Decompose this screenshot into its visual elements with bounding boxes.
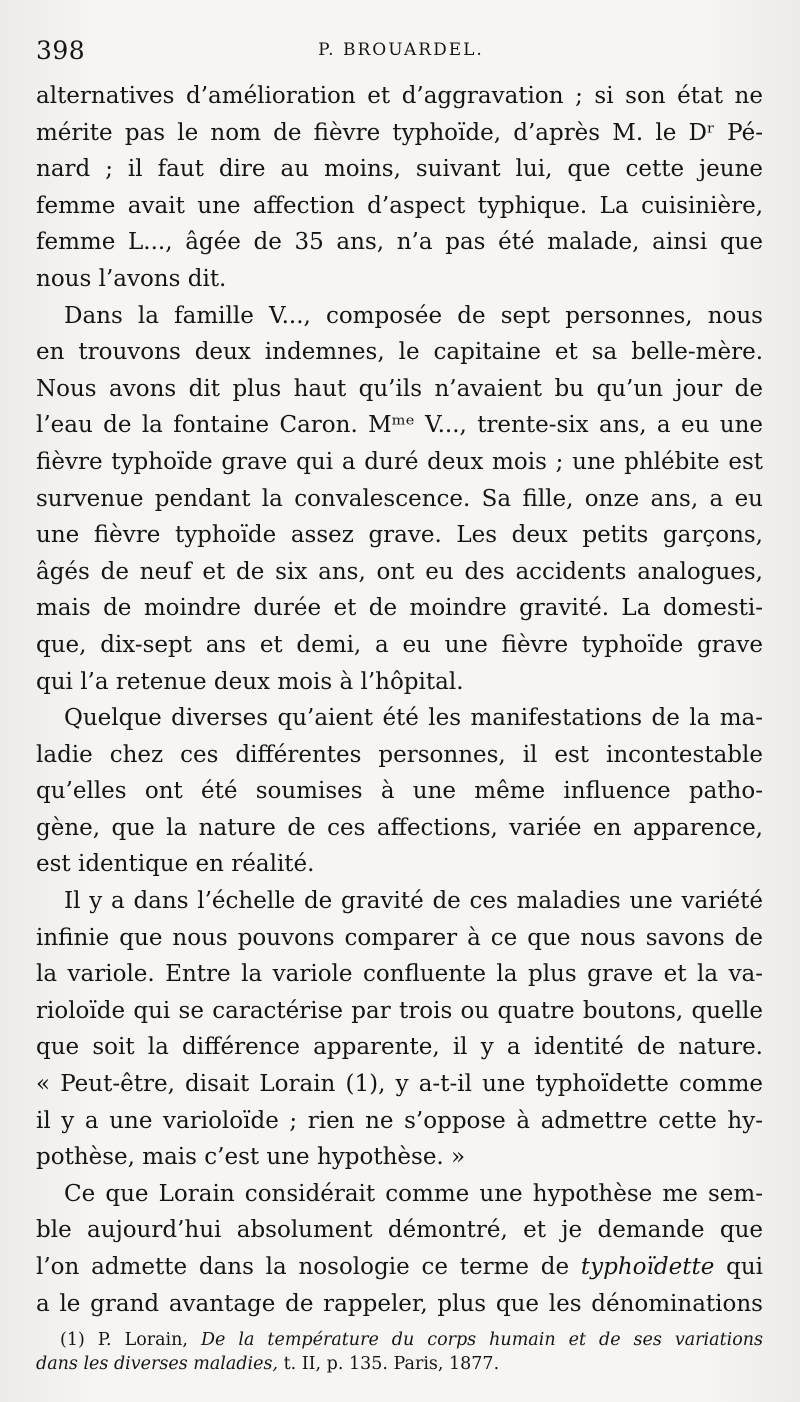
text-line-content: que, dix-sept ans et demi, a eu une fièvre typhoïde grave [36, 631, 763, 658]
text-line [36, 261, 763, 298]
text-line-content: mérite pas le nom de fièvre typhoïde, d’après M. le Dʳ Pé- [36, 119, 763, 146]
text-line-content: gène, que la nature de ces affections, variée en apparence, [36, 814, 763, 841]
text-line [36, 956, 763, 993]
text-line [36, 554, 763, 591]
text-line [36, 1286, 763, 1323]
text-line-content: ladie chez ces différentes personnes, il est incontestable [36, 741, 763, 768]
text-line [36, 700, 763, 737]
text-line-content: âgés de neuf et de six ans, ont eu des accidents analogues, [36, 558, 763, 585]
text-line [36, 737, 763, 774]
footnote-line-2 [36, 1352, 763, 1376]
text-line [36, 810, 763, 847]
footnote-title-1: De la température du corps humain et de ses variations [201, 1330, 763, 1350]
text-line-content: a le grand avantage de rappeler, plus que les dénominations [36, 1290, 763, 1317]
text-line [36, 773, 763, 810]
text-line-content: est identique en réalité. [36, 851, 315, 878]
text-line [36, 334, 763, 371]
page-number: 398 [36, 36, 86, 65]
text-line-content: rioloïde qui se caractérise par trois ou quatre boutons, quelle [36, 997, 763, 1024]
text-line-content: en trouvons deux indemnes, le capitaine et sa belle-mère. [36, 339, 763, 366]
text-line [36, 883, 763, 920]
text-line [36, 115, 763, 152]
text-line-content: mais de moindre durée et de moindre gravité. La domesti- [36, 595, 763, 622]
italic-term: typhoïdette [580, 1254, 715, 1280]
footnote-author: P. Lorain, [97, 1330, 188, 1350]
text-line [36, 517, 763, 554]
text-line-content: pothèse, mais c’est une hypothèse. » [36, 1144, 466, 1171]
footnote-rest: t. II, p. 135. Paris, 1877. [283, 1354, 500, 1374]
text-line [36, 920, 763, 957]
text-line-content: une fièvre typhoïde assez grave. Les deux petits garçons, [36, 522, 763, 549]
text-line-content: qu’elles ont été soumises à une même influence patho- [36, 778, 763, 805]
text-line [36, 993, 763, 1030]
text-line [36, 590, 763, 627]
text-line [36, 1176, 763, 1213]
text-line [36, 298, 763, 335]
text-line-content: Nous avons dit plus haut qu’ils n’avaient bu qu’un jour de [36, 375, 763, 402]
text-line-content: Dans la famille V..., composée de sept personnes, nous [64, 302, 763, 329]
text-line [36, 481, 763, 518]
text-line [36, 1212, 763, 1249]
body-text [36, 78, 763, 1322]
text-line [36, 846, 763, 883]
text-line-content: femme L..., âgée de 35 ans, n’a pas été malade, ainsi que [36, 229, 763, 256]
text-line-content: fièvre typhoïde grave qui a duré deux mois ; une phlébite est [36, 448, 763, 475]
text-line [36, 188, 763, 225]
running-head: P. BROUARDEL. [318, 40, 484, 60]
text-line [36, 664, 763, 701]
text-line-content: Ce que Lorain considérait comme une hypothèse me sem- [64, 1180, 763, 1207]
text-line [36, 224, 763, 261]
text-line-content: alternatives d’amélioration et d’aggravation ; si son état ne [36, 83, 763, 109]
text-line-content: femme avait une affection d’aspect typhique. La cuisinière, [36, 192, 763, 219]
text-line-content: il y a une varioloïde ; rien ne s’oppose à admettre cette hy- [36, 1107, 763, 1134]
text-line [36, 78, 763, 115]
text-line-content: « Peut-être, disait Lorain (1), y a-t-il une typhoïdette comme [36, 1071, 763, 1098]
text-line-content: Il y a dans l’échelle de gravité de ces maladies une variété [64, 888, 763, 915]
text-line [36, 407, 763, 444]
text-line-content: ble aujourd’hui absolument démontré, et je demande que [36, 1217, 763, 1244]
text-line-content: survenue pendant la convalescence. Sa fille, onze ans, a eu [36, 485, 763, 512]
text-line-content: Quelque diverses qu’aient été les manifestations de la ma- [64, 705, 763, 732]
text-line-content: l’on admette dans la nosologie ce terme de [36, 1254, 570, 1280]
footnote-mark: (1) [60, 1330, 85, 1350]
footnote [36, 1328, 763, 1376]
text-line [36, 1029, 763, 1066]
text-line-content: infinie que nous pouvons comparer à ce que nous savons de [36, 924, 763, 951]
text-line-content: nous l’avons dit. [36, 265, 227, 292]
text-line-content: qui l’a retenue deux mois à l’hôpital. [36, 668, 464, 695]
text-line-content: l’eau de la fontaine Caron. Mᵐᵉ V..., trente-six ans, a eu une [36, 412, 763, 439]
text-line-content: la variole. Entre la variole confluente la plus grave et la va- [36, 961, 763, 988]
text-line [36, 371, 763, 408]
text-line [36, 151, 763, 188]
page-header [36, 36, 766, 72]
text-line [36, 1139, 763, 1176]
text-line-content: que soit la différence apparente, il y a identité de nature. [36, 1034, 763, 1061]
text-line [36, 1249, 763, 1286]
text-line [36, 444, 763, 481]
footnote-line-1 [36, 1328, 763, 1352]
text-line-content: nard ; il faut dire au moins, suivant lui, que cette jeune [36, 156, 763, 183]
text-line [36, 627, 763, 664]
text-line [36, 1066, 763, 1103]
text-line [36, 1103, 763, 1140]
footnote-title-2: dans les diverses maladies, [36, 1354, 278, 1374]
text-line-tail: qui [726, 1254, 764, 1280]
